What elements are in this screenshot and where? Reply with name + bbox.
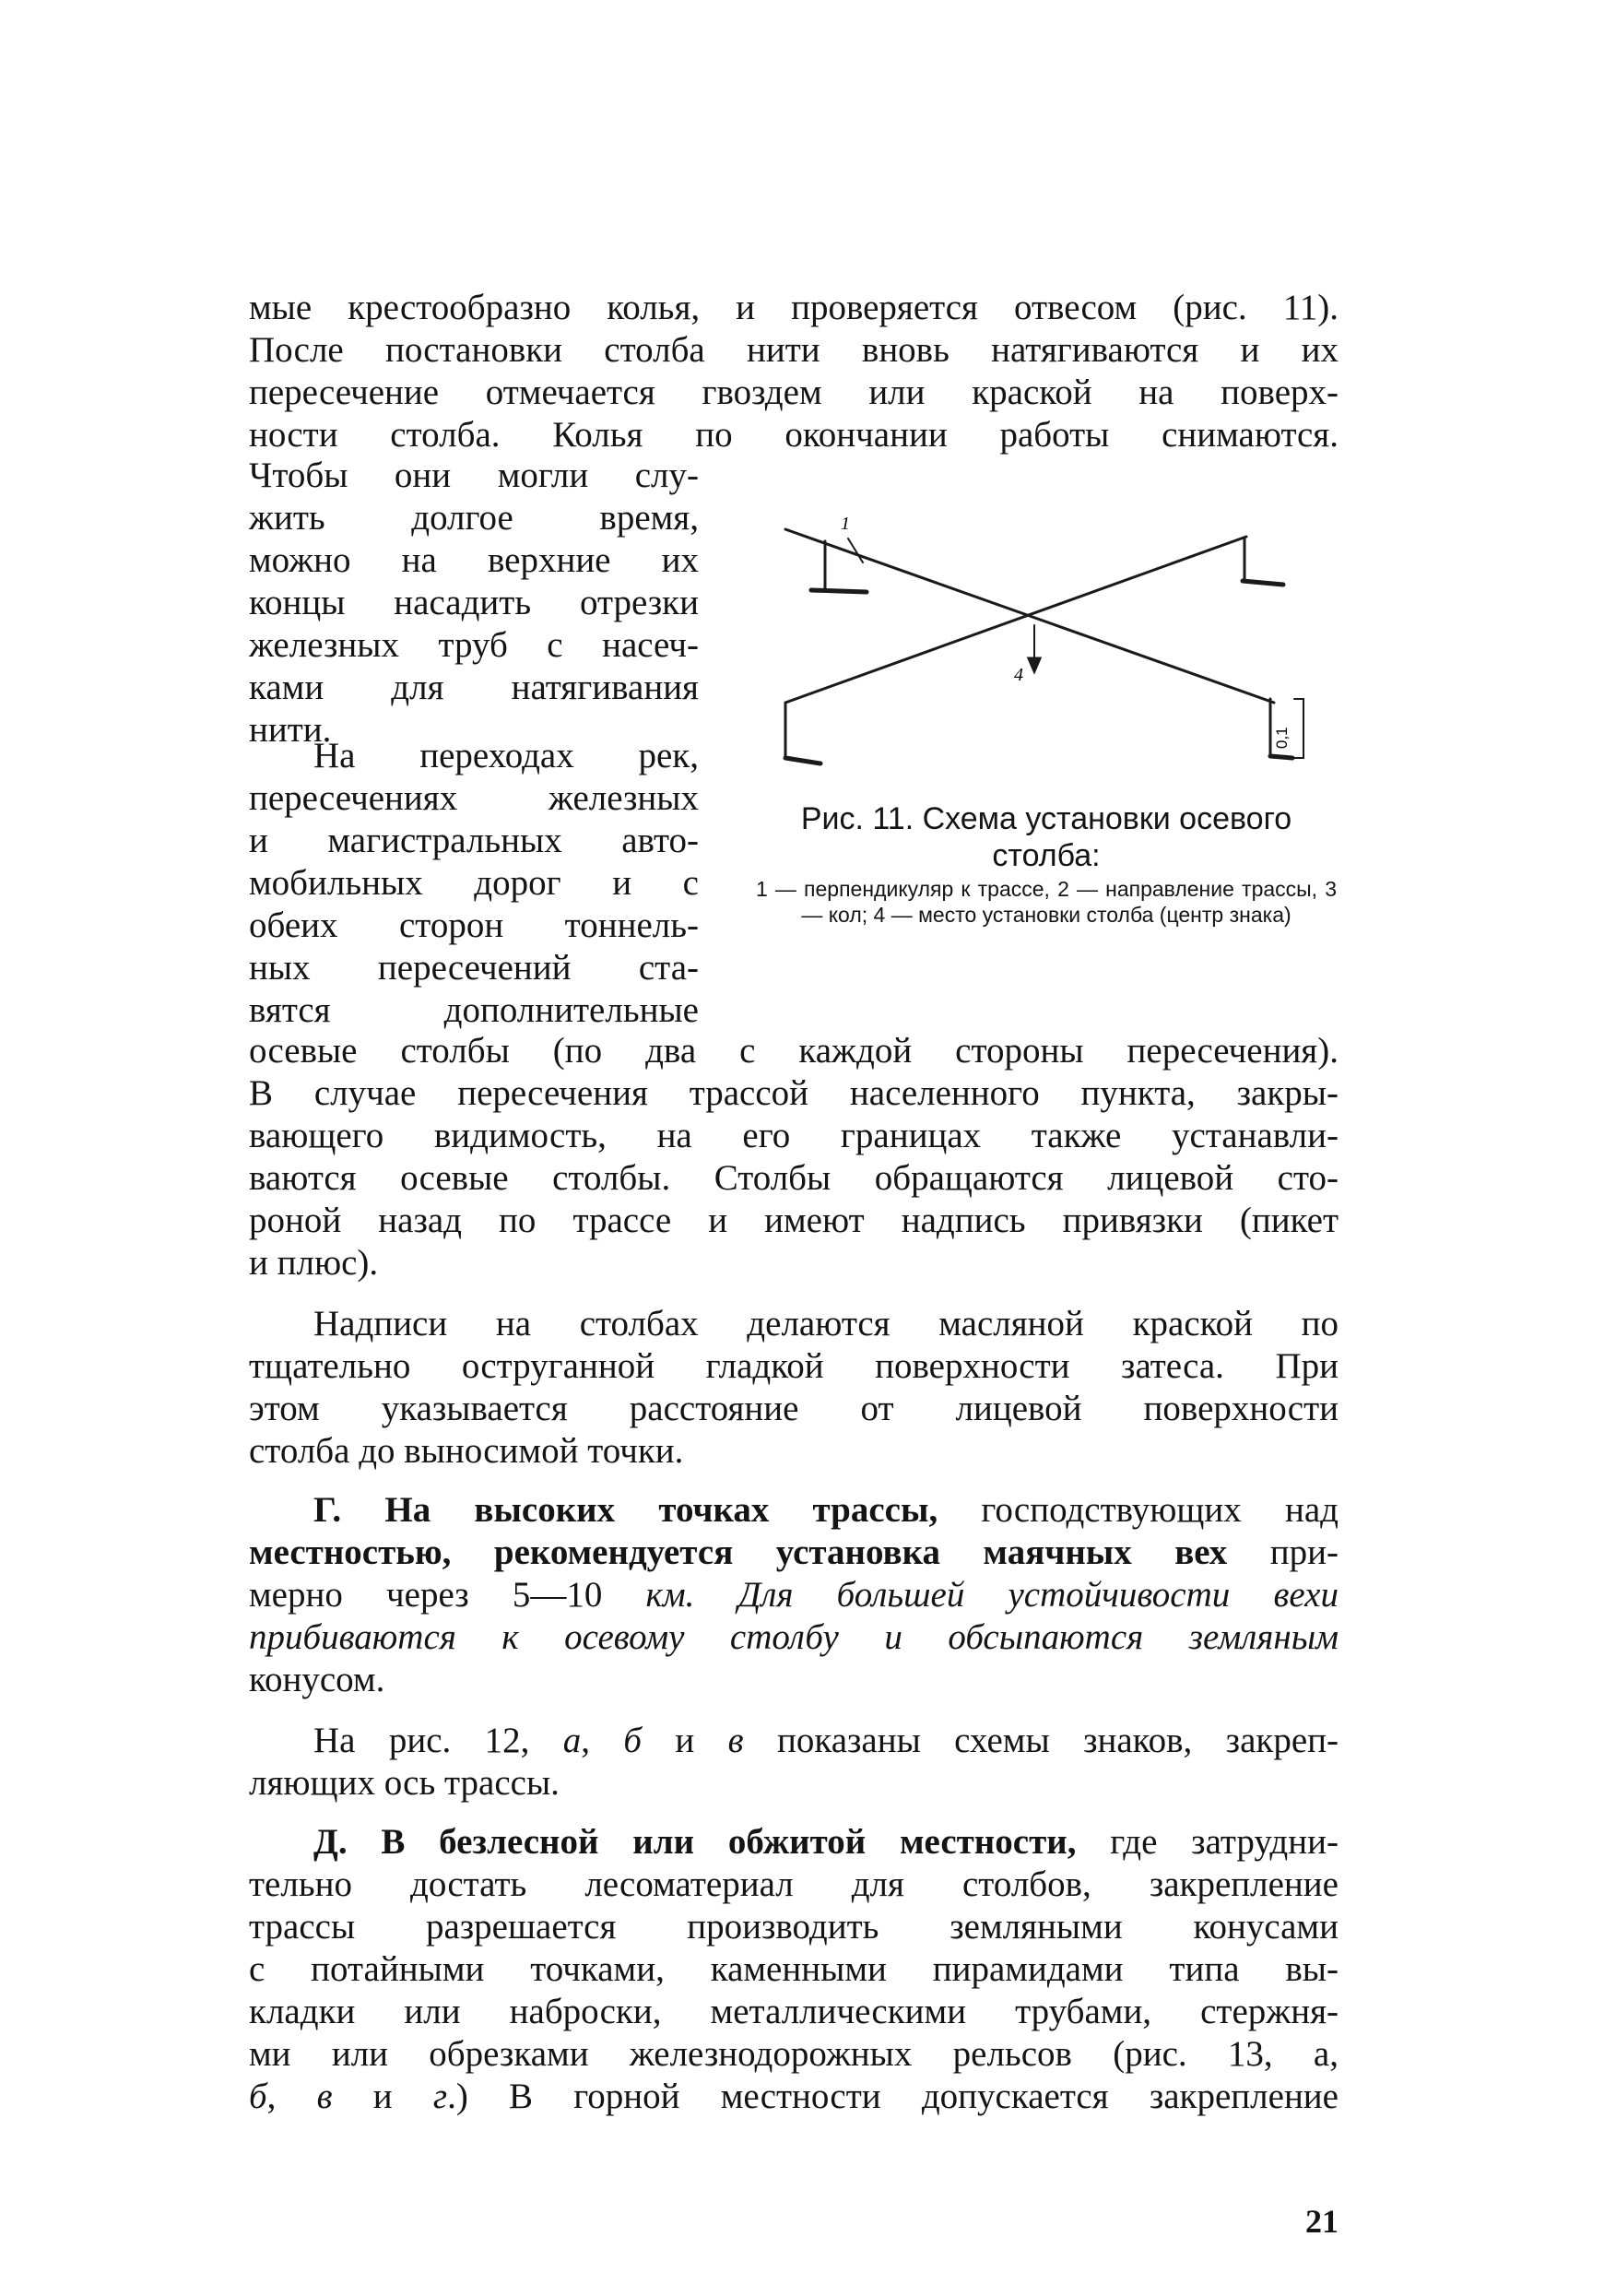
text-line: с потайными точками, каменными пирамидами типа вы- [249, 1949, 1339, 1989]
text-run: На рис. 12, [313, 1721, 563, 1760]
text-line: В случае пересечения трассой населенного пункта, закры- [249, 1073, 1339, 1113]
bold-run: местностью, рекомендуется установка маячных вех [249, 1533, 1228, 1572]
text-line: ляющих ось трассы. [249, 1763, 560, 1803]
text-line: После постановки столба нити вновь натягиваются и их [249, 330, 1339, 370]
text-run: и [332, 2077, 433, 2116]
stake-lower-left-base [785, 758, 820, 763]
text-line: ками для натягивания [249, 668, 699, 707]
text-line: пересечениях железных [249, 778, 699, 818]
italic-run: а [562, 1721, 582, 1760]
text-line: тельно достать лесоматериал для столбов, закрепление [249, 1864, 1339, 1904]
text-line: мобильных дорог и с [249, 863, 699, 903]
text-line [249, 1573, 1339, 1617]
dimension-bracket [1294, 699, 1303, 758]
text-run: .) В горной местности допускается закрепление [447, 2077, 1339, 2116]
stake-upper-right-base [1243, 581, 1283, 585]
text-line: конусом. [249, 1660, 385, 1699]
text-line: железных труб с насеч- [249, 625, 699, 665]
plumb-bob [1029, 658, 1040, 671]
text-line: роной назад по трассе и имеют надпись привязки (пикет [249, 1201, 1339, 1240]
stake-upper-left-base [811, 590, 867, 592]
figure-caption-title: Рис. 11. Схема установки осевого столба: [800, 801, 1292, 873]
page-number: 21 [1305, 2203, 1339, 2240]
dimension-label: 0,1 [1273, 727, 1291, 749]
label-1: 1 [841, 514, 850, 534]
text-run: при- [1227, 1533, 1339, 1572]
text-line: На переходах рек, [313, 736, 699, 775]
text-line: ных пересечений ста- [249, 948, 699, 988]
stake-lower-right-base [1270, 756, 1292, 758]
text-line: Чтобы они могли слу- [249, 456, 699, 495]
italic-run: в [727, 1721, 744, 1760]
text-line: Надписи на столбах делаются масляной краской по [313, 1304, 1339, 1343]
text-line: пересечение отмечается гвоздем или краской на поверх- [249, 373, 1339, 412]
text-run: мерно через 5—10 [249, 1575, 646, 1615]
label-1-leader [848, 538, 863, 562]
text-line: ваются осевые столбы. Столбы обращаются лицевой сто- [249, 1158, 1339, 1198]
text-line: обеих сторон тоннель- [249, 905, 699, 945]
text-line: можно на верхние их [249, 540, 699, 580]
italic-run: Для большей устойчивости вехи [694, 1575, 1339, 1615]
text-line [249, 1531, 1339, 1575]
text-line: вающего видимость, на его границах также устанавли- [249, 1116, 1339, 1155]
text-run: показаны схемы знаков, закреп- [743, 1721, 1339, 1760]
text-line: и магистральных авто- [249, 821, 699, 860]
italic-run: в [316, 2077, 333, 2116]
text-line: этом указывается расстояние от лицевой поверхности [249, 1389, 1339, 1428]
text-line: нити. [249, 710, 332, 750]
italic-run: км. [645, 1575, 695, 1615]
text-line: тщательно оструганной гладкой поверхности затеса. При [249, 1346, 1339, 1386]
text-line [249, 1488, 1339, 1533]
text-run: где затрудни- [1076, 1822, 1339, 1862]
section-heading-g: Г. На высоких точках трассы, [313, 1490, 938, 1530]
text-line [249, 2075, 1339, 2119]
figure-caption-note: 1 — перпендикуляр к трассе, 2 — направление трассы, 3 — кол; 4 — место установки столба (центр знака) [756, 877, 1337, 927]
italic-run: г [432, 2077, 448, 2116]
text-line: кладки или наброски, металлическими трубами, стержня- [249, 1992, 1339, 2031]
text-line: прибиваются к осевому столбу и обсыпаются земляным [249, 1617, 1339, 1657]
section-heading-d: Д. В безлесной или обжитой местности, [313, 1822, 1077, 1862]
text-line: концы насадить отрезки [249, 583, 699, 622]
label-4: 4 [1014, 665, 1023, 685]
text-run: и [642, 1721, 728, 1760]
text-line [249, 1820, 1339, 1864]
text-line: столба до выносимой точки. [249, 1431, 684, 1471]
text-line: трассы разрешается производить земляными конусами [249, 1907, 1339, 1947]
text-line: вятся дополнительные [249, 990, 699, 1030]
text-line: мые крестообразно колья, и проверяется отвесом (рис. 11). [249, 288, 1339, 327]
text-run: , [581, 1721, 624, 1760]
figure-11-diagram [756, 489, 1337, 793]
text-line [249, 1719, 1339, 1763]
text-line: и плюс). [249, 1243, 379, 1283]
italic-run: б [623, 1721, 643, 1760]
text-line: ности столба. Колья по окончании работы снимаются. [249, 415, 1339, 455]
text-line: осевые столбы (по два с каждой стороны пересечения). [249, 1031, 1339, 1071]
text-run: , [266, 2077, 317, 2116]
text-line: ми или обрезками железнодорожных рельсов (рис. 13, а, [249, 2034, 1339, 2074]
text-line: жить долгое время, [249, 498, 699, 538]
italic-run: б [249, 2077, 267, 2116]
text-run: господствующих над [938, 1490, 1339, 1530]
